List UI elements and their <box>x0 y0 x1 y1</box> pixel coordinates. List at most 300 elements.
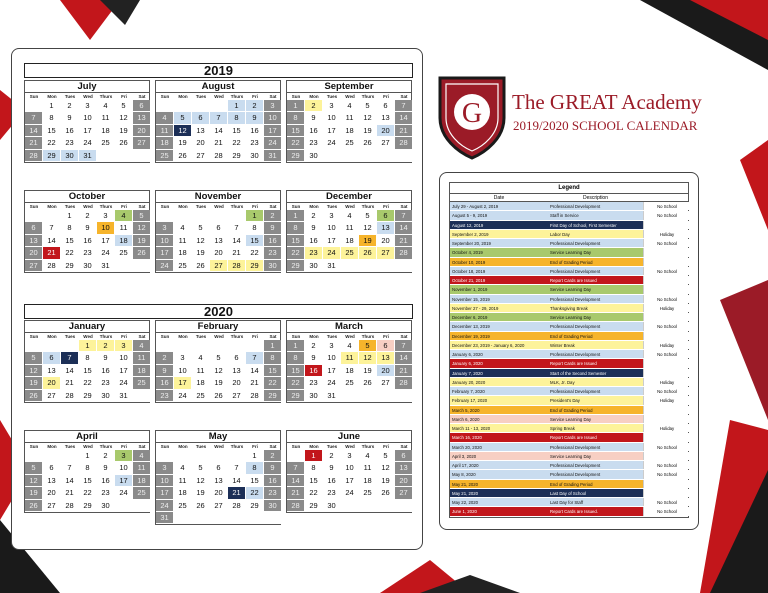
day-cell: 6 <box>228 352 246 364</box>
weekday-label: Fri <box>383 204 389 209</box>
empty-day-cell <box>156 450 174 462</box>
day-cell: 16 <box>79 235 97 247</box>
day-cell: 5 <box>25 462 43 474</box>
day-cell: 9 <box>264 462 282 474</box>
day-cell: 13 <box>228 365 246 377</box>
legend-row <box>450 276 688 285</box>
day-cell: 17 <box>156 247 174 259</box>
empty-day-cell <box>341 500 359 512</box>
weekday-label: Thurs <box>361 94 375 99</box>
day-cell: 8 <box>61 222 79 234</box>
weekday-label: Mon <box>47 334 57 339</box>
weekday-label: Sun <box>291 94 301 99</box>
day-cell: 22 <box>79 377 97 389</box>
day-cell: 23 <box>305 137 323 149</box>
legend-date: January 7, 2020 <box>450 369 548 377</box>
legend-row <box>450 387 688 396</box>
weekday-label: Tues <box>326 444 338 449</box>
day-cell: 27 <box>210 260 228 272</box>
day-cell: 20 <box>25 247 43 259</box>
empty-day-cell <box>115 500 133 512</box>
day-cell: 5 <box>377 450 395 462</box>
weekday-label: Mon <box>309 94 319 99</box>
day-cell: 4 <box>156 112 174 124</box>
day-cell: 27 <box>43 500 61 512</box>
day-cell: 10 <box>156 475 174 487</box>
day-cell: 18 <box>341 365 359 377</box>
legend-status <box>643 433 690 441</box>
empty-day-cell <box>341 150 359 162</box>
empty-day-cell <box>228 450 246 462</box>
empty-day-cell <box>228 512 246 524</box>
weekday-label: Mon <box>178 334 188 339</box>
year-heading-2020: 2020 <box>24 304 413 319</box>
day-cell: 17 <box>79 125 97 137</box>
legend-description: Service Learning Day <box>548 313 643 321</box>
day-cell: 22 <box>79 487 97 499</box>
day-cell: 16 <box>323 475 341 487</box>
legend-description: Professional Development <box>548 267 643 275</box>
day-cell: 6 <box>43 462 61 474</box>
day-cell: 23 <box>97 487 115 499</box>
day-cell: 31 <box>97 260 115 272</box>
day-cell: 4 <box>133 340 151 352</box>
weekday-label: Wed <box>83 444 93 449</box>
day-cell: 19 <box>115 125 133 137</box>
weekday-label: Sun <box>29 204 39 209</box>
day-cell: 8 <box>287 352 305 364</box>
legend-description: Professional Development <box>548 470 643 478</box>
day-cell: 20 <box>192 137 210 149</box>
day-cell: 24 <box>79 137 97 149</box>
legend-description: Winter Break <box>548 341 643 349</box>
day-cell: 9 <box>305 112 323 124</box>
day-cell: 8 <box>287 222 305 234</box>
legend-title: Legend <box>450 183 688 194</box>
legend-row <box>450 489 688 498</box>
weekday-label: Sat <box>400 94 408 99</box>
weekday-label: Tues <box>326 94 338 99</box>
legend-col-date: Date <box>493 195 505 201</box>
day-cell: 25 <box>115 247 133 259</box>
weekday-label: Sun <box>29 444 39 449</box>
weekday-label: Fri <box>383 444 389 449</box>
weekday-label: Sun <box>29 334 39 339</box>
day-cell: 13 <box>25 235 43 247</box>
legend-date: December 19, 2019 <box>450 332 548 340</box>
empty-day-cell <box>97 150 115 162</box>
day-cell: 7 <box>395 340 413 352</box>
empty-day-cell <box>133 390 151 402</box>
day-cell: 14 <box>287 475 305 487</box>
day-cell: 20 <box>377 365 395 377</box>
day-cell: 27 <box>25 260 43 272</box>
weekday-label: Fri <box>121 334 127 339</box>
calendar-panel <box>11 48 423 550</box>
day-cell: 13 <box>377 112 395 124</box>
day-cell: 6 <box>395 450 413 462</box>
weekday-label: Thurs <box>99 94 113 99</box>
day-cell: 2 <box>323 450 341 462</box>
day-cell: 27 <box>377 247 395 259</box>
day-cell: 3 <box>97 210 115 222</box>
day-cell: 11 <box>156 125 174 137</box>
weekday-label: Sat <box>269 204 277 209</box>
day-cell: 7 <box>228 222 246 234</box>
month-name: February <box>156 321 280 333</box>
weekday-label: Sat <box>400 204 408 209</box>
day-cell: 5 <box>210 352 228 364</box>
legend-description: First Day of School, First Semester <box>548 221 643 229</box>
day-cell: 19 <box>192 247 210 259</box>
legend-row <box>450 295 688 304</box>
legend-row <box>450 433 688 442</box>
day-cell: 3 <box>174 352 192 364</box>
legend-status: No School <box>643 443 690 451</box>
legend-status <box>643 285 690 293</box>
day-cell: 13 <box>210 475 228 487</box>
legend-date: May 8, 2020 <box>450 470 548 478</box>
legend-date: November 1, 2019 <box>450 285 548 293</box>
day-cell: 25 <box>359 487 377 499</box>
legend-status: Holiday <box>643 304 690 312</box>
month-name: August <box>156 81 280 93</box>
weekday-label: Fri <box>121 204 127 209</box>
month-name: July <box>25 81 149 93</box>
empty-day-cell <box>156 210 174 222</box>
legend-row <box>450 498 688 507</box>
legend-col-description: Description <box>582 195 608 201</box>
day-cell: 6 <box>377 210 395 222</box>
day-cell: 13 <box>43 365 61 377</box>
weekday-label: Wed <box>83 204 93 209</box>
day-cell: 21 <box>395 365 413 377</box>
day-cell: 26 <box>359 137 377 149</box>
day-cell: 3 <box>323 340 341 352</box>
day-cell: 29 <box>79 500 97 512</box>
day-cell: 13 <box>377 222 395 234</box>
legend-date: March 11 - 13, 2020 <box>450 424 548 432</box>
day-cell: 15 <box>246 235 264 247</box>
weekday-label: Fri <box>121 94 127 99</box>
day-cell: 30 <box>61 150 79 162</box>
day-cell: 16 <box>156 377 174 389</box>
weekday-label: Fri <box>252 444 258 449</box>
day-cell: 27 <box>395 487 413 499</box>
legend-date: January 20, 2020 <box>450 378 548 386</box>
day-cell: 17 <box>97 235 115 247</box>
calendar-subtitle: 2019/2020 SCHOOL CALENDAR <box>513 118 698 133</box>
weekday-label: Fri <box>121 444 127 449</box>
day-cell: 25 <box>192 390 210 402</box>
legend-date: June 1, 2020 <box>450 507 548 515</box>
day-cell: 2 <box>305 340 323 352</box>
legend-description: End of Grading Period <box>548 406 643 414</box>
day-cell: 7 <box>210 112 228 124</box>
weekday-label: Wed <box>214 94 224 99</box>
empty-day-cell <box>115 260 133 272</box>
day-cell: 10 <box>115 352 133 364</box>
day-cell: 28 <box>43 260 61 272</box>
day-cell: 25 <box>97 137 115 149</box>
day-cell: 9 <box>156 365 174 377</box>
day-cell: 16 <box>97 475 115 487</box>
day-cell: 13 <box>192 125 210 137</box>
day-cell: 22 <box>287 137 305 149</box>
weekday-label: Sun <box>160 334 170 339</box>
month-june <box>286 430 412 513</box>
legend-status: Holiday <box>643 424 690 432</box>
day-cell: 9 <box>61 112 79 124</box>
day-cell: 19 <box>359 125 377 137</box>
day-cell: 29 <box>305 500 323 512</box>
day-cell: 16 <box>305 365 323 377</box>
month-november <box>155 190 281 273</box>
day-cell: 16 <box>97 365 115 377</box>
empty-day-cell <box>395 260 413 272</box>
day-cell: 28 <box>61 500 79 512</box>
legend-status: No School <box>643 387 690 395</box>
weekday-label: Sun <box>160 94 170 99</box>
day-cell: 26 <box>192 260 210 272</box>
empty-day-cell <box>174 210 192 222</box>
day-cell: 24 <box>97 247 115 259</box>
day-cell: 14 <box>210 125 228 137</box>
legend-status <box>643 480 690 488</box>
empty-day-cell <box>210 100 228 112</box>
weekday-label: Thurs <box>99 444 113 449</box>
day-cell: 5 <box>25 352 43 364</box>
day-cell: 8 <box>43 112 61 124</box>
day-cell: 17 <box>264 125 282 137</box>
month-name: June <box>287 431 411 443</box>
month-october <box>24 190 150 273</box>
legend-status <box>643 248 690 256</box>
day-cell: 14 <box>25 125 43 137</box>
day-cell: 21 <box>25 137 43 149</box>
day-cell: 12 <box>210 365 228 377</box>
day-cell: 2 <box>156 352 174 364</box>
day-cell: 11 <box>192 365 210 377</box>
empty-day-cell <box>156 100 174 112</box>
legend-status: No School <box>643 470 690 478</box>
day-cell: 10 <box>264 112 282 124</box>
day-cell: 18 <box>115 235 133 247</box>
weekday-label: Tues <box>326 334 338 339</box>
legend-status: No School <box>643 461 690 469</box>
empty-day-cell <box>228 340 246 352</box>
day-cell: 8 <box>79 462 97 474</box>
day-cell: 17 <box>341 475 359 487</box>
legend-status <box>643 369 690 377</box>
day-cell: 15 <box>287 365 305 377</box>
empty-day-cell <box>192 100 210 112</box>
day-cell: 7 <box>395 210 413 222</box>
month-name: January <box>25 321 149 333</box>
legend-row <box>450 452 688 461</box>
day-cell: 24 <box>323 377 341 389</box>
day-cell: 22 <box>61 247 79 259</box>
legend-status <box>643 332 690 340</box>
day-cell: 22 <box>43 137 61 149</box>
day-cell: 30 <box>246 150 264 162</box>
day-cell: 4 <box>133 450 151 462</box>
day-cell: 23 <box>305 377 323 389</box>
day-cell: 18 <box>133 475 151 487</box>
legend-row <box>450 507 688 516</box>
day-cell: 12 <box>359 112 377 124</box>
legend-row <box>450 396 688 405</box>
day-cell: 18 <box>192 377 210 389</box>
day-cell: 12 <box>115 112 133 124</box>
legend-description: Professional Development <box>548 350 643 358</box>
day-cell: 23 <box>264 487 282 499</box>
day-cell: 31 <box>79 150 97 162</box>
day-cell: 26 <box>133 247 151 259</box>
empty-day-cell <box>43 450 61 462</box>
day-cell: 17 <box>115 475 133 487</box>
day-cell: 6 <box>377 340 395 352</box>
day-cell: 4 <box>192 352 210 364</box>
month-february <box>155 320 281 403</box>
day-cell: 27 <box>133 137 151 149</box>
legend-description: President's Day <box>548 396 643 404</box>
day-cell: 8 <box>246 462 264 474</box>
empty-day-cell <box>133 260 151 272</box>
legend-description: Last Day of School <box>548 489 643 497</box>
day-cell: 20 <box>133 125 151 137</box>
weekday-label: Wed <box>83 334 93 339</box>
legend-description: Report Cards are Issued <box>548 359 643 367</box>
empty-day-cell <box>395 390 413 402</box>
day-cell: 22 <box>305 487 323 499</box>
empty-day-cell <box>377 260 395 272</box>
day-cell: 3 <box>341 450 359 462</box>
day-cell: 15 <box>305 475 323 487</box>
day-cell: 25 <box>133 377 151 389</box>
legend-date: October 18, 2019 <box>450 267 548 275</box>
day-cell: 25 <box>133 487 151 499</box>
month-september <box>286 80 412 163</box>
empty-day-cell <box>133 500 151 512</box>
day-cell: 24 <box>156 260 174 272</box>
day-cell: 21 <box>246 377 264 389</box>
legend-status: No School <box>643 350 690 358</box>
day-cell: 12 <box>192 475 210 487</box>
day-cell: 30 <box>79 260 97 272</box>
day-cell: 7 <box>25 112 43 124</box>
weekday-label: Tues <box>64 204 76 209</box>
legend-description: End of Grading Period <box>548 258 643 266</box>
day-cell: 10 <box>97 222 115 234</box>
day-cell: 13 <box>43 475 61 487</box>
day-cell: 15 <box>79 475 97 487</box>
weekday-label: Thurs <box>230 204 244 209</box>
day-cell: 22 <box>287 377 305 389</box>
weekday-label: Sat <box>138 444 146 449</box>
day-cell: 13 <box>395 462 413 474</box>
day-cell: 20 <box>210 487 228 499</box>
day-cell: 7 <box>246 352 264 364</box>
weekday-label: Tues <box>195 204 207 209</box>
day-cell: 28 <box>395 137 413 149</box>
legend-status <box>643 452 690 460</box>
month-name: November <box>156 191 280 203</box>
legend-description: Professional Development <box>548 295 643 303</box>
weekday-label: Tues <box>195 334 207 339</box>
day-cell: 20 <box>43 377 61 389</box>
legend-date: March 5, 2020 <box>450 406 548 414</box>
day-cell: 22 <box>287 247 305 259</box>
weekday-label: Wed <box>345 94 355 99</box>
day-cell: 12 <box>377 462 395 474</box>
day-cell: 21 <box>228 487 246 499</box>
day-cell: 1 <box>287 340 305 352</box>
empty-day-cell <box>377 150 395 162</box>
day-cell: 11 <box>97 112 115 124</box>
day-cell: 26 <box>377 487 395 499</box>
day-cell: 12 <box>25 365 43 377</box>
day-cell: 24 <box>115 377 133 389</box>
empty-day-cell <box>25 340 43 352</box>
empty-day-cell <box>133 150 151 162</box>
empty-day-cell <box>210 512 228 524</box>
legend-description: Staff in Service <box>548 211 643 219</box>
day-cell: 15 <box>287 125 305 137</box>
day-cell: 26 <box>359 377 377 389</box>
day-cell: 6 <box>133 100 151 112</box>
legend-row <box>450 230 688 239</box>
day-cell: 27 <box>210 500 228 512</box>
legend-date: October 21, 2019 <box>450 276 548 284</box>
legend-status: No School <box>643 239 690 247</box>
day-cell: 13 <box>377 352 395 364</box>
academy-shield-logo <box>436 72 508 160</box>
day-cell: 29 <box>246 260 264 272</box>
day-cell: 1 <box>246 450 264 462</box>
day-cell: 26 <box>174 150 192 162</box>
weekday-label: Sun <box>160 444 170 449</box>
day-cell: 5 <box>115 100 133 112</box>
legend-description: Professional Development <box>548 443 643 451</box>
day-cell: 4 <box>359 450 377 462</box>
day-cell: 9 <box>305 352 323 364</box>
day-cell: 4 <box>341 340 359 352</box>
day-cell: 2 <box>97 450 115 462</box>
day-cell: 21 <box>43 247 61 259</box>
day-cell: 5 <box>133 210 151 222</box>
day-cell: 10 <box>323 112 341 124</box>
weekday-label: Sat <box>269 94 277 99</box>
empty-day-cell <box>228 210 246 222</box>
day-cell: 18 <box>174 487 192 499</box>
day-cell: 29 <box>61 260 79 272</box>
day-cell: 17 <box>323 365 341 377</box>
day-cell: 29 <box>43 150 61 162</box>
day-cell: 29 <box>79 390 97 402</box>
legend-rows <box>450 202 688 517</box>
day-cell: 1 <box>61 210 79 222</box>
weekday-label: Mon <box>309 204 319 209</box>
legend-status: No School <box>643 267 690 275</box>
day-cell: 9 <box>246 112 264 124</box>
day-cell: 29 <box>246 500 264 512</box>
day-cell: 14 <box>395 222 413 234</box>
day-cell: 16 <box>61 125 79 137</box>
weekday-label: Wed <box>345 444 355 449</box>
legend-status: No School <box>643 295 690 303</box>
legend-date: December 6, 2019 <box>450 313 548 321</box>
